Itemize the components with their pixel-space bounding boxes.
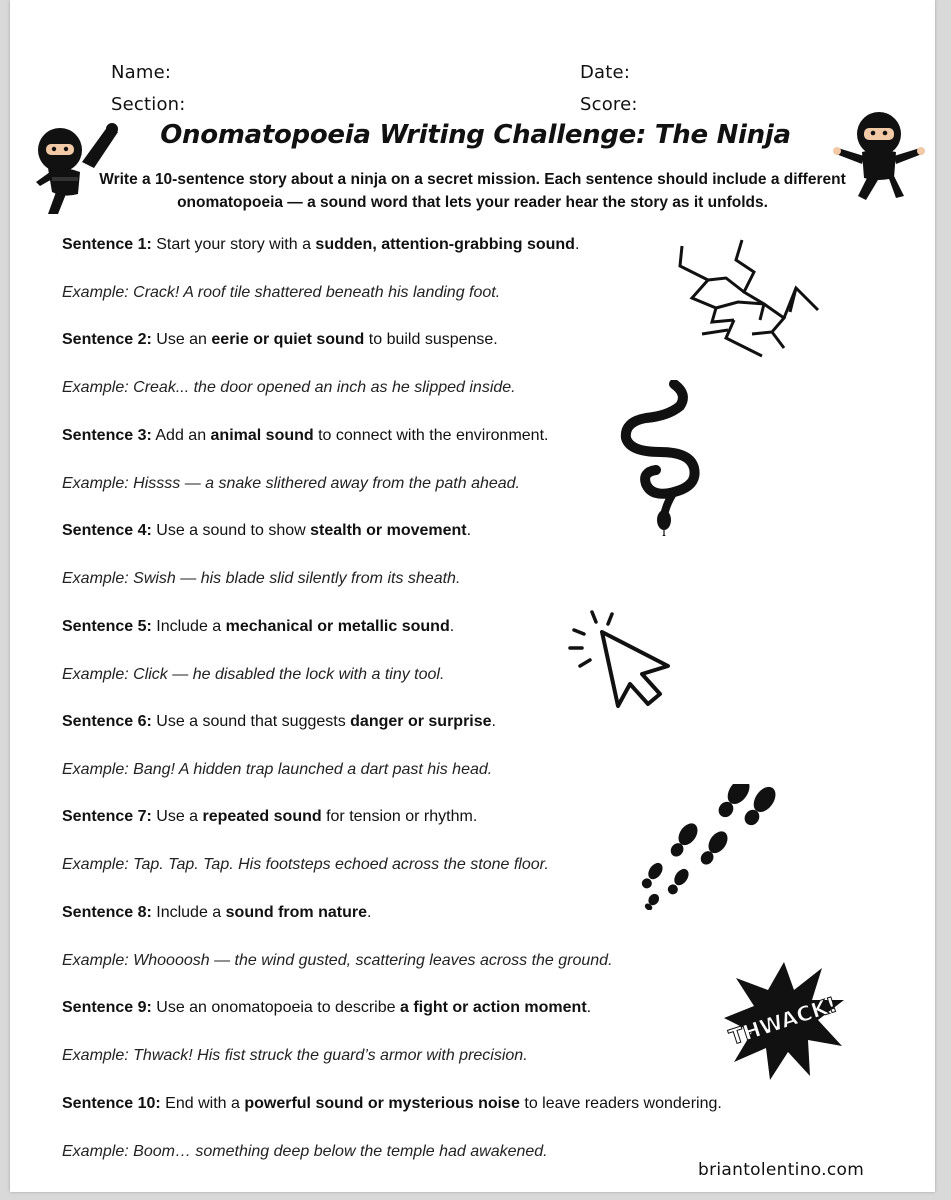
sentence-text-end: . bbox=[466, 522, 472, 540]
sentence-emphasis: sound from nature bbox=[225, 903, 367, 921]
sentence-example-10: Example: Boom… something deep below the temple had awakened. bbox=[62, 1142, 548, 1160]
ninja-kicking-icon bbox=[30, 122, 122, 217]
section-label: Section: bbox=[111, 94, 186, 115]
sentence-label: Sentence 4: bbox=[62, 522, 152, 540]
sentence-text-end: to leave readers wondering. bbox=[519, 1094, 722, 1112]
thwack-burst-icon bbox=[722, 960, 846, 1082]
sentence-prompt-7 bbox=[62, 808, 477, 826]
sentence-label: Sentence 6: bbox=[62, 713, 152, 730]
sentence-emphasis: mechanical or metallic sound bbox=[225, 617, 450, 635]
sentence-label: Sentence 8: bbox=[62, 903, 152, 921]
sentence-prompt-3 bbox=[62, 427, 548, 445]
sentence-example-4: Example: Swish — his blade slid silently from its sheath. bbox=[62, 570, 461, 588]
sentence-emphasis: powerful sound or mysterious noise bbox=[244, 1094, 520, 1112]
sentence-prompt-6 bbox=[62, 713, 496, 731]
sentence-text-end: . bbox=[449, 617, 455, 635]
sentence-label: Sentence 7: bbox=[62, 808, 152, 826]
footprints-icon bbox=[638, 784, 778, 910]
sentence-text-end: to build suspense. bbox=[364, 331, 498, 349]
sentence-label: Sentence 3: bbox=[62, 426, 152, 444]
sentence-label: Sentence 2: bbox=[62, 331, 152, 349]
crack-icon bbox=[672, 238, 824, 360]
sentence-prompt-9 bbox=[62, 999, 591, 1017]
sentence-text: Use a bbox=[151, 808, 203, 826]
sentence-text: Use an onomatopoeia to describe bbox=[151, 999, 400, 1017]
sentence-label: Sentence 5: bbox=[62, 617, 152, 635]
sentence-text: Start your story with a bbox=[151, 236, 316, 253]
sentence-text-end: . bbox=[586, 999, 592, 1017]
worksheet-title: Onomatopoeia Writing Challenge: The Ninja bbox=[160, 120, 791, 150]
sentence-example-5: Example: Click — he disabled the lock with a tiny tool. bbox=[62, 665, 445, 683]
sentence-prompt-8 bbox=[62, 904, 371, 922]
sentence-prompt-2 bbox=[62, 331, 498, 349]
sentence-text: Use a sound that suggests bbox=[151, 713, 351, 730]
sentence-emphasis: animal sound bbox=[210, 426, 314, 444]
website-credit: briantolentino.com bbox=[698, 1160, 865, 1180]
sentence-emphasis: sudden, attention-grabbing sound bbox=[315, 236, 575, 253]
sentence-text-end: . bbox=[491, 713, 496, 730]
snake-icon bbox=[616, 380, 708, 536]
sentence-text: Add an bbox=[151, 426, 211, 444]
sentence-emphasis: stealth or movement bbox=[310, 522, 467, 540]
sentence-text: Include a bbox=[151, 617, 226, 635]
sentence-example-7: Example: Tap. Tap. Tap. His footsteps echoed across the stone floor. bbox=[62, 856, 549, 874]
name-label: Name: bbox=[111, 62, 172, 83]
sentence-text-end: . bbox=[366, 903, 372, 921]
thwack-text: THWACK! bbox=[726, 992, 840, 1050]
sentence-example-9: Example: Thwack! His fist struck the guard’s armor with precision. bbox=[62, 1047, 528, 1065]
sentence-emphasis: danger or surprise bbox=[350, 713, 492, 730]
sentence-text: Use an bbox=[151, 331, 212, 349]
sentence-label: Sentence 10: bbox=[62, 1094, 161, 1112]
sentence-emphasis: eerie or quiet sound bbox=[211, 331, 365, 349]
ninja-jumping-icon bbox=[832, 108, 927, 203]
sentence-label: Sentence 9: bbox=[62, 999, 152, 1017]
sentence-prompt-4 bbox=[62, 522, 471, 540]
sentence-example-8: Example: Whoooosh — the wind gusted, scattering leaves across the ground. bbox=[62, 951, 613, 969]
instructions: Write a 10-sentence story about a ninja on a secret mission. Each sentence should include a different onomatopoeia — a sound word that lets your reader hear the story as it unfolds. bbox=[99, 171, 846, 211]
sentence-text: Use a sound to show bbox=[151, 522, 311, 540]
sentence-prompt-5 bbox=[62, 618, 454, 636]
sentence-prompt-1 bbox=[62, 236, 579, 254]
sentence-emphasis: a fight or action moment bbox=[399, 999, 587, 1017]
sentence-text-end: . bbox=[574, 236, 580, 253]
sentence-text-end: for tension or rhythm. bbox=[321, 808, 478, 826]
score-label: Score: bbox=[580, 94, 638, 115]
sentence-text-end: to connect with the environment. bbox=[313, 426, 549, 444]
click-cursor-icon bbox=[568, 608, 678, 714]
sentence-example-1: Example: Crack! A roof tile shattered beneath his landing foot. bbox=[62, 284, 501, 301]
sentence-emphasis: repeated sound bbox=[202, 808, 322, 826]
sentence-prompt-10 bbox=[62, 1095, 722, 1113]
sentence-example-3: Example: Hissss — a snake slithered away from the path ahead. bbox=[62, 474, 520, 492]
sentence-text: End with a bbox=[160, 1094, 245, 1112]
sentence-example-6: Example: Bang! A hidden trap launched a dart past his head. bbox=[62, 761, 493, 778]
sentence-text: Include a bbox=[151, 903, 226, 921]
date-label: Date: bbox=[580, 62, 631, 83]
sentence-example-2: Example: Creak... the door opened an inch as he slipped inside. bbox=[62, 379, 516, 397]
sentence-label: Sentence 1: bbox=[62, 236, 152, 253]
